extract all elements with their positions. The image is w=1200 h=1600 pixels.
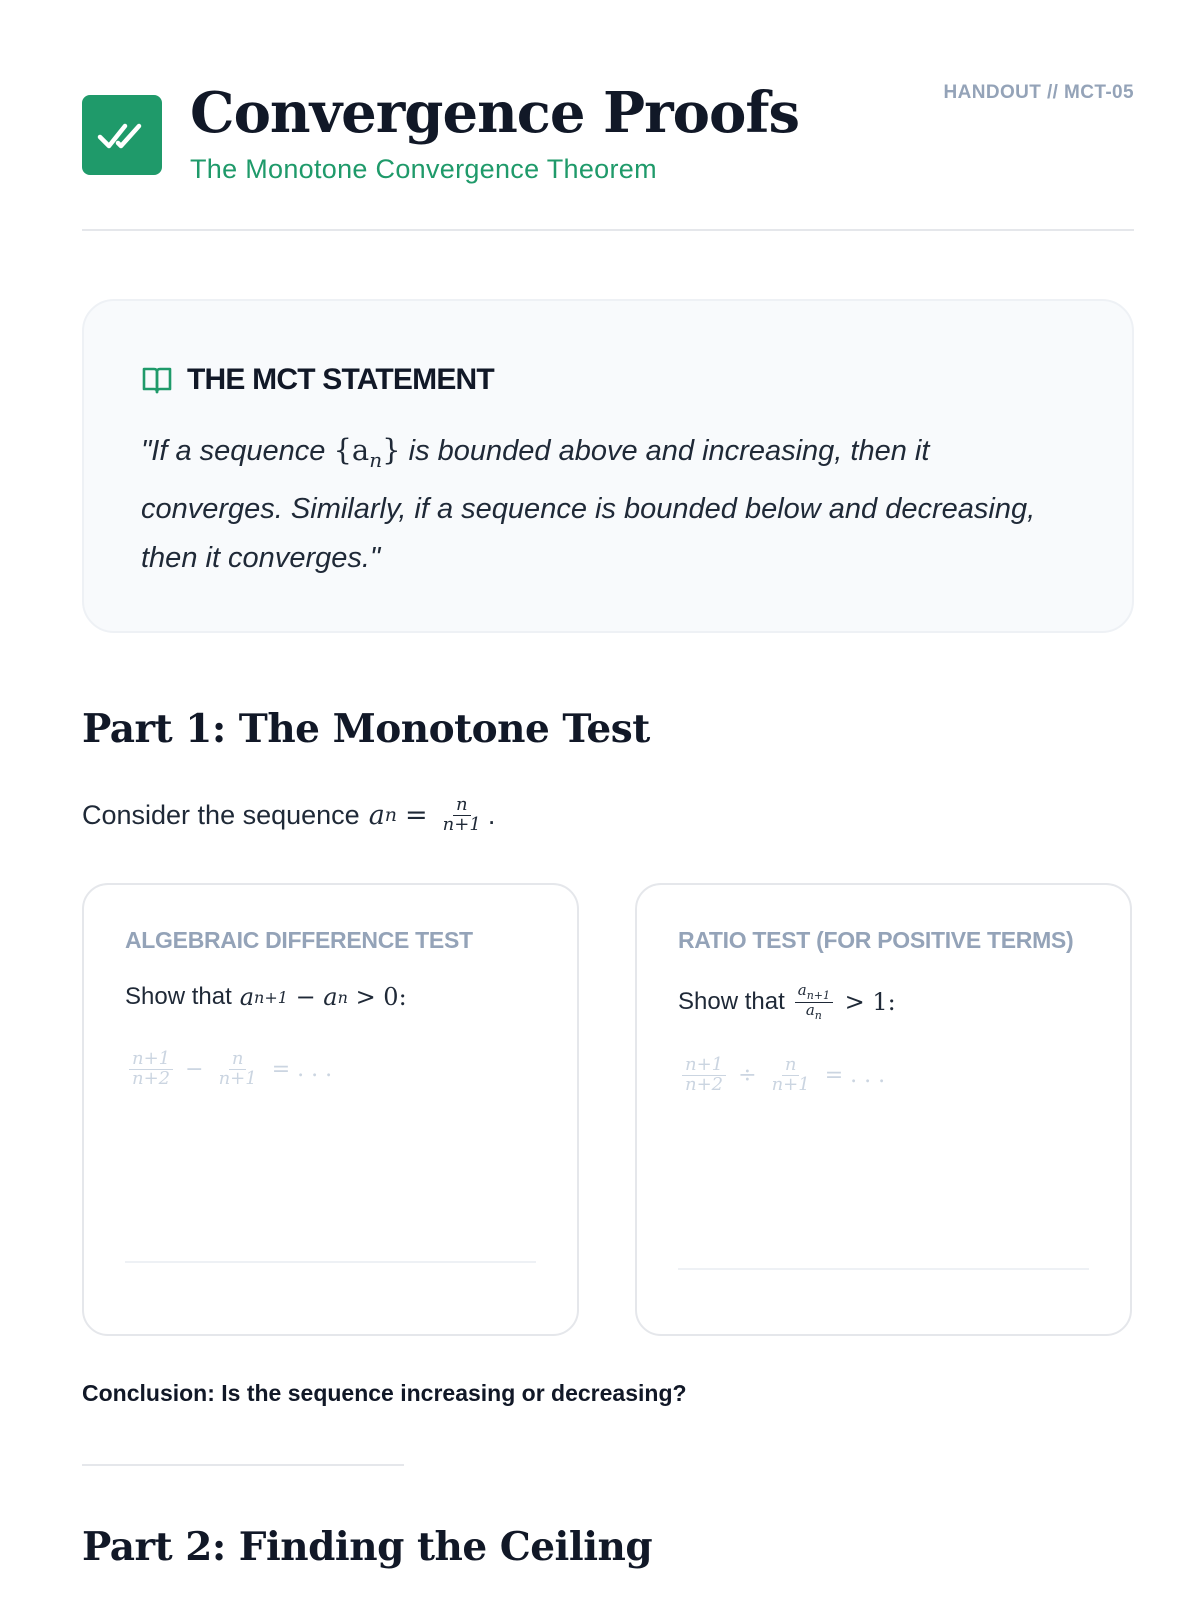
statement-label: THE MCT STATEMENT bbox=[187, 363, 494, 396]
consider-line bbox=[82, 796, 495, 835]
ratio-frac-1 bbox=[682, 1056, 726, 1095]
difference-test-label: ALGEBRAIC DIFFERENCE TEST bbox=[125, 927, 473, 953]
part2-heading: Part 2: Finding the Ceiling bbox=[82, 1524, 653, 1570]
difference-frac-2-den: n+1 bbox=[218, 1067, 257, 1089]
page-subtitle: The Monotone Convergence Theorem bbox=[190, 154, 657, 184]
quote-text-end: is bounded above and increasing, then it converges. Similarly, if a sequence is bounded below and decreasing, then it converges." bbox=[141, 435, 1036, 574]
ratio-operator: ÷ bbox=[738, 1062, 757, 1088]
logo bbox=[82, 95, 162, 175]
difference-answer-line[interactable] bbox=[125, 1261, 536, 1263]
statement-header bbox=[141, 363, 494, 397]
sequence-fraction bbox=[440, 796, 484, 835]
difference-frac-2 bbox=[216, 1050, 260, 1089]
ratio-prompt-text: Show that bbox=[678, 988, 785, 1016]
sequence-period: . bbox=[487, 799, 496, 830]
part1-heading: Part 1: The Monotone Test bbox=[82, 706, 650, 752]
ratio-prompt-num-sub: n+1 bbox=[806, 989, 830, 1002]
difference-frac-2-num: n bbox=[229, 1050, 247, 1070]
double-check-icon bbox=[97, 117, 147, 153]
quote-math-open: {a bbox=[333, 433, 370, 467]
header-divider bbox=[82, 229, 1134, 231]
ratio-answer-line[interactable] bbox=[678, 1268, 1089, 1270]
difference-frac-1-den: n+2 bbox=[132, 1067, 171, 1089]
sequence-lhs: a bbox=[368, 799, 385, 831]
ratio-prompt-den-a: a bbox=[805, 1000, 815, 1019]
consider-text: Consider the sequence bbox=[82, 799, 360, 830]
quote-text-start: "If a sequence bbox=[141, 435, 334, 467]
difference-test-card bbox=[82, 883, 579, 1336]
ratio-frac-1-num: n+1 bbox=[682, 1056, 726, 1076]
difference-prompt-mid: − a bbox=[287, 983, 338, 1011]
difference-operator: − bbox=[185, 1056, 204, 1082]
ratio-test-card bbox=[635, 883, 1132, 1336]
difference-test-prompt bbox=[125, 983, 407, 1011]
ratio-prompt-den bbox=[803, 1000, 825, 1022]
ratio-test-prompt bbox=[678, 983, 896, 1021]
ratio-prompt-num-a: a bbox=[797, 981, 807, 999]
difference-prompt-sub1: n+1 bbox=[254, 987, 288, 1007]
ratio-frac-1-den: n+2 bbox=[685, 1073, 724, 1095]
difference-frac-1-num: n+1 bbox=[129, 1050, 173, 1070]
difference-prompt-a: a bbox=[239, 983, 255, 1011]
difference-prompt-text: Show that bbox=[125, 983, 232, 1010]
mct-statement-card bbox=[82, 299, 1134, 633]
ratio-frac-2-num: n bbox=[782, 1056, 800, 1076]
ratio-prompt-den-sub: n bbox=[814, 1008, 822, 1022]
ratio-frac-2 bbox=[769, 1056, 813, 1095]
sequence-lhs-sub: n bbox=[384, 804, 398, 827]
sequence-numerator: n bbox=[453, 796, 471, 816]
ratio-prompt-end: > 1: bbox=[837, 988, 896, 1017]
sequence-denominator: n+1 bbox=[442, 813, 481, 835]
conclusion-answer-line[interactable] bbox=[82, 1464, 404, 1466]
statement-quote bbox=[141, 426, 1041, 583]
difference-tail: = . . . bbox=[271, 1056, 333, 1082]
ratio-frac-2-den: n+1 bbox=[771, 1073, 810, 1095]
handout-code: HANDOUT // MCT-05 bbox=[943, 82, 1134, 103]
sequence-equals: = bbox=[405, 799, 428, 831]
difference-prompt-end: > 0: bbox=[347, 983, 407, 1011]
ratio-tail: = . . . bbox=[824, 1062, 886, 1088]
difference-prompt-sub2: n bbox=[337, 987, 348, 1007]
conclusion-question: Conclusion: Is the sequence increasing or decreasing? bbox=[82, 1380, 687, 1406]
difference-frac-1 bbox=[129, 1050, 173, 1089]
ratio-test-label: RATIO TEST (FOR POSITIVE TERMS) bbox=[678, 927, 1074, 953]
book-open-icon bbox=[141, 365, 173, 395]
ratio-prompt-fraction bbox=[795, 983, 833, 1021]
quote-math-close: } bbox=[382, 433, 401, 467]
page-title: Convergence Proofs bbox=[190, 80, 799, 146]
quote-math-sub: n bbox=[369, 447, 383, 472]
difference-work-hint bbox=[125, 1050, 340, 1089]
ratio-work-hint bbox=[678, 1056, 893, 1095]
